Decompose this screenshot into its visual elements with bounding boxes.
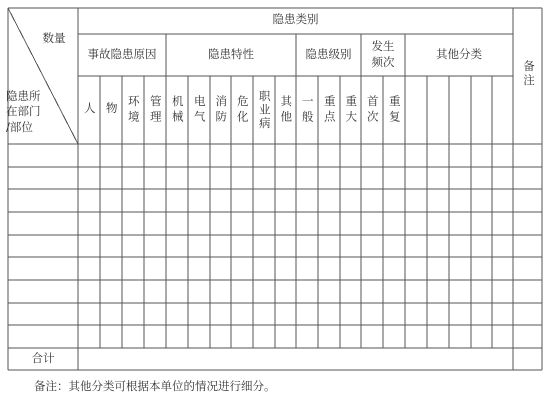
sub-occupational: 职业病	[257, 89, 272, 131]
footnote: 备注：其他分类可根据本单位的情况进行细分。	[34, 379, 276, 393]
group-level: 隐患级别	[305, 47, 352, 62]
group-cause: 事故隐患原因	[87, 47, 157, 62]
sub-fire: 消防	[214, 94, 229, 126]
sub-management: 管理	[148, 94, 163, 126]
sub-key: 重点	[322, 94, 337, 126]
group-characteristic: 隐患特性	[208, 47, 254, 62]
group-frequency: 发生频次	[371, 39, 395, 69]
sub-repeat: 重复	[387, 94, 402, 126]
group-other: 其他分类	[436, 47, 482, 62]
corner-department-label: 隐患所 在部门 /部位	[6, 88, 41, 134]
hazard-types-header: 隐患类别	[272, 12, 319, 27]
sub-person: 人	[82, 102, 97, 118]
sub-machinery: 机械	[170, 94, 185, 126]
corner-quantity-label: 数量	[42, 31, 66, 46]
total-row-label: 合计	[31, 351, 55, 366]
sub-environment: 环境	[126, 94, 141, 126]
sub-other: 其他	[279, 94, 294, 126]
remarks-header: 备注	[523, 59, 535, 87]
sub-general: 一般	[300, 94, 315, 126]
sub-hazchem: 危化	[235, 94, 250, 126]
sub-electrical: 电气	[192, 94, 207, 126]
sub-first: 首次	[365, 94, 380, 126]
sub-object: 物	[104, 102, 119, 118]
sub-major: 重大	[344, 94, 359, 126]
